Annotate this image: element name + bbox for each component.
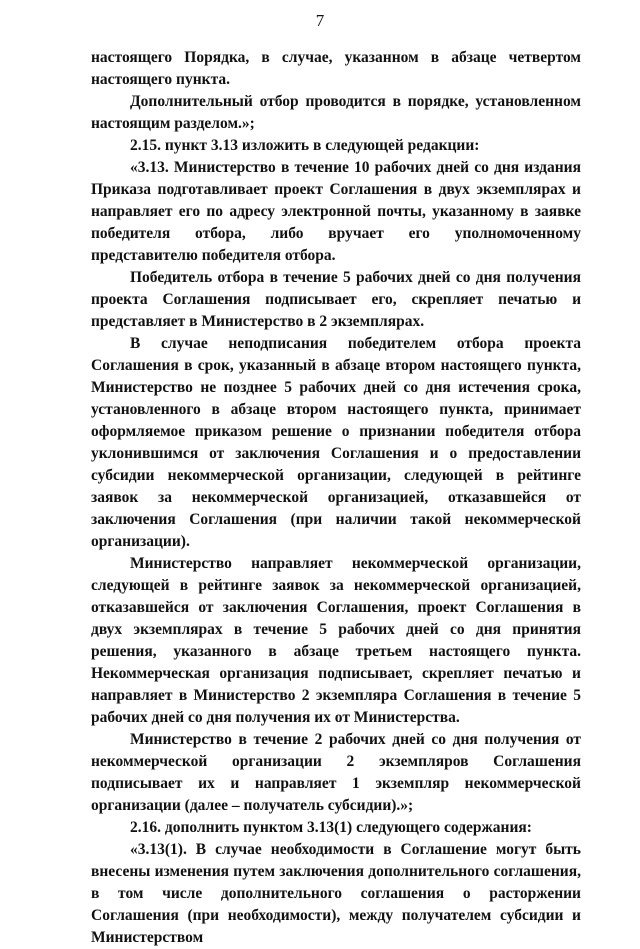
paragraph-non-signing: В случае неподписания победителем отбора проекта Соглашения в срок, указанный в абзаце втором настоящего пункта, Министерство не позднее 5 рабочих дней со дня истечения срока, установленного в абзаце втором настоящего пункта, принимает оформляемое приказом решение о признании победителя отбора уклонившимся от заключения Соглашения и о предоставлении субсидии некоммерческой организации, следующей в рейтинге заявок за некоммерческой организацией, отказавшейся от заключения Соглашения (при наличии такой некоммерческой организации). [91,335,581,550]
paragraph-3-13-1: «3.13(1). В случае необходимости в Соглашение могут быть внесены изменения путем заключения дополнительного соглашения, в том числе дополнительного соглашения о расторжении Соглашения (при необходимости), между получателем субсидии и Министерством [91,841,581,946]
paragraph-winner-signs: Победитель отбора в течение 5 рабочих дней со дня получения проекта Соглашения подписывает его, скрепляет печатью и представляет в Министерство в 2 экземплярах. [91,269,581,330]
page-number: 7 [315,11,325,30]
paragraph-3-13: «3.13. Министерство в течение 10 рабочих дней со дня издания Приказа подготавливает проект Соглашения в двух экземплярах и направляет его по адресу электронной почты, указанному в заявке победителя отбора, либо вручает его уполномоченному представителю победителя отбора. [91,159,581,264]
document-body [91,47,581,949]
paragraph-item-2-16: 2.16. дополнить пунктом 3.13(1) следующего содержания: [130,819,532,836]
paragraph-continuation: настоящего Порядка, в случае, указанном в абзаце четвертом настоящего пункта. [91,49,581,88]
paragraph-item-2-15: 2.15. пункт 3.13 изложить в следующей редакции: [130,137,480,154]
paragraph-ministry-sends: Министерство направляет некоммерческой организации, следующей в рейтинге заявок за некоммерческой организацией, отказавшейся от заключения Соглашения, проект Соглашения в двух экземплярах в течение 5 рабочих дней со дня принятия решения, указанного в абзаце третьем настоящего пункта. Некоммерческая организация подписывает, скрепляет печатью и направляет в Министерство 2 экземпляра Соглашения в течение 5 рабочих дней со дня получения их от Министерства. [91,555,581,726]
paragraph-ministry-signs: Министерство в течение 2 рабочих дней со дня получения от некоммерческой организации 2 экземпляров Соглашения подписывает их и направляет 1 экземпляр некоммерческой организации (далее – получатель субсидии).»; [91,731,581,814]
paragraph-additional-selection: Дополнительный отбор проводится в порядке, установленном настоящим разделом.»; [91,93,581,132]
